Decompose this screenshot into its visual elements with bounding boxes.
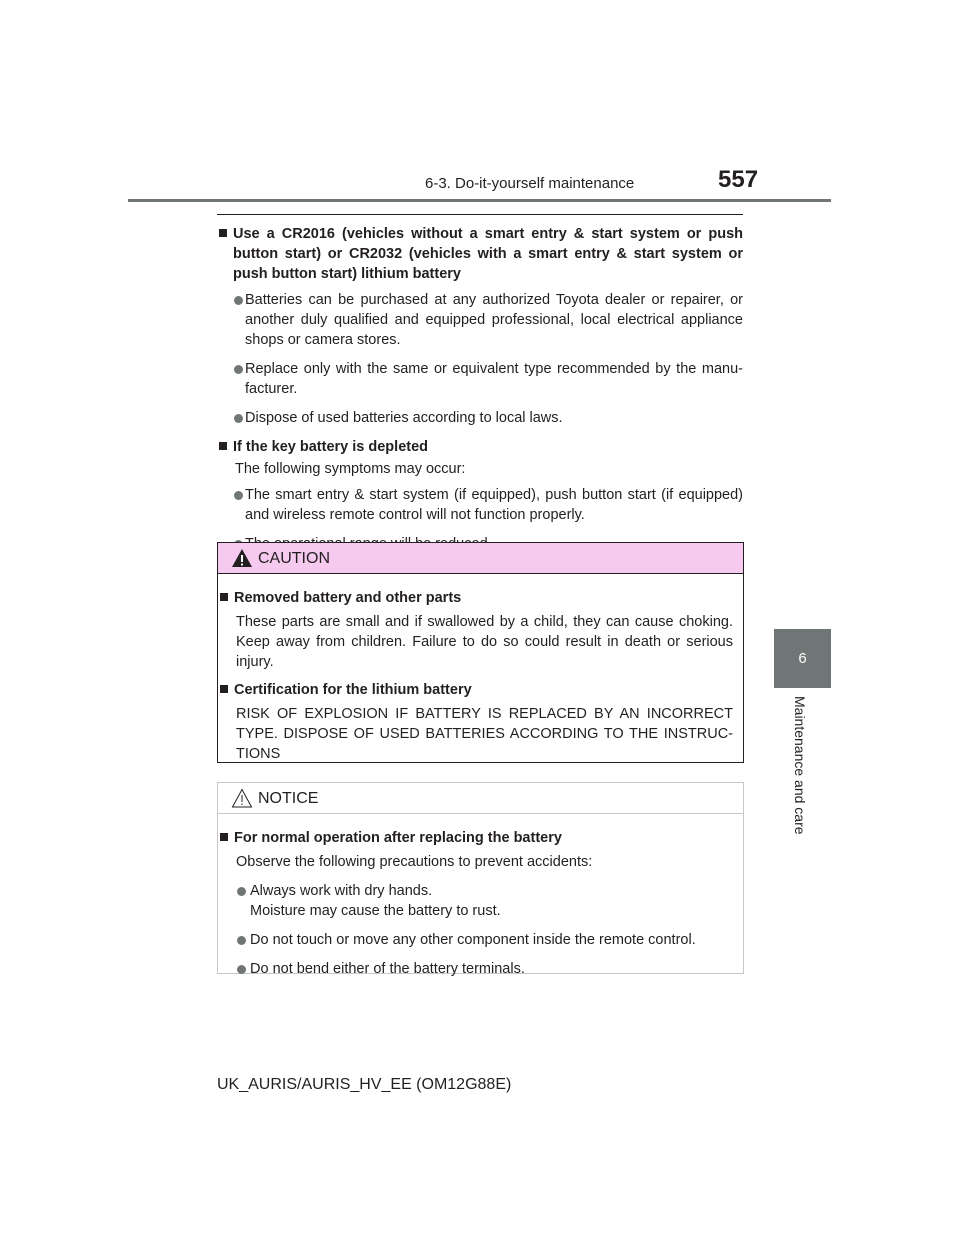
- notice-box: [217, 782, 744, 977]
- notice-intro: Observe the following precautions to prevent accidents:: [236, 854, 593, 870]
- notice-list-item: [218, 881, 733, 921]
- caution-text: RISK OF EXPLOSION IF BATTERY IS REPLACED BY AN INCORRECT TYPE. DISPOSE OF USED BATTERIES ACCORDING TO THE INSTRUC-TIONS: [236, 706, 733, 762]
- round-bullet-icon: [237, 936, 246, 945]
- notice-list-item-text: Always work with dry hands.: [250, 883, 433, 899]
- chapter-tab-label-text: Maintenance and care: [792, 696, 808, 835]
- page-number: 557: [718, 166, 759, 193]
- notice-list-item-text: Do not touch or move any other component inside the remote control.: [250, 932, 696, 948]
- list-item-text: Replace only with the same or equivalent type recommended by the manu-facturer.: [245, 361, 743, 397]
- round-bullet-icon: [234, 491, 243, 500]
- chapter-tab-number: 6: [774, 629, 831, 688]
- notice-header: [218, 783, 743, 814]
- list-item: [217, 290, 743, 350]
- warning-triangle-outline-icon: [231, 788, 253, 808]
- list-item-text: Batteries can be purchased at any authorized Toyota dealer or repairer, or another duly qualified and equipped professional, local electrical appliance shops or camera stores.: [245, 292, 743, 348]
- square-bullet-icon: [220, 685, 228, 693]
- list-item-text: The smart entry & start system (if equipped), push button start (if equipped) and wireless remote control will not function properly.: [245, 487, 743, 523]
- notice-list-item: [218, 930, 733, 950]
- caution-box: [217, 542, 744, 763]
- section-heading: [217, 224, 743, 284]
- list-item: [217, 485, 743, 525]
- section-heading: [217, 437, 743, 457]
- round-bullet-icon: [234, 414, 243, 423]
- round-bullet-icon: [237, 887, 246, 896]
- caution-text: These parts are small and if swallowed by a child, they can cause choking. Keep away from children. Failure to do so could result in death or serious injury.: [236, 614, 733, 670]
- round-bullet-icon: [234, 365, 243, 374]
- notice-list-item-subtext: Moisture may cause the battery to rust.: [250, 903, 501, 919]
- square-bullet-icon: [219, 229, 227, 237]
- square-bullet-icon: [220, 593, 228, 601]
- footer-model-code: UK_AURIS/AURIS_HV_EE (OM12G88E): [217, 1076, 512, 1093]
- notice-list-item-text: Do not bend either of the battery terminals.: [250, 961, 525, 977]
- notice-title: NOTICE: [258, 790, 319, 807]
- caution-heading: [218, 588, 733, 608]
- square-bullet-icon: [220, 833, 228, 841]
- list-item: [217, 408, 743, 428]
- notice-list-item: [218, 959, 733, 979]
- page-header-section: 6-3. Do-it-yourself maintenance: [425, 175, 635, 192]
- section-intro: The following symptoms may occur:: [235, 461, 466, 477]
- list-item-text: Dispose of used batteries according to local laws.: [245, 410, 563, 426]
- header-rule: [128, 199, 831, 202]
- list-item: [217, 359, 743, 399]
- round-bullet-icon: [234, 296, 243, 305]
- section-heading-text: Use a CR2016 (vehicles without a smart entry & start system or push button start) or CR2032 (vehicles with a smart entry & start system or push button start) lithium battery: [233, 226, 743, 282]
- warning-triangle-icon: [231, 548, 253, 568]
- caution-body: [218, 574, 743, 764]
- notice-body: [218, 814, 743, 979]
- caution-header: [218, 543, 743, 574]
- section-heading-text: If the key battery is depleted: [233, 439, 429, 455]
- chapter-tab-label: [774, 688, 831, 868]
- caution-heading-text: Certification for the lithium battery: [234, 682, 472, 698]
- caution-heading-text: Removed battery and other parts: [234, 590, 462, 606]
- caution-heading: [218, 680, 733, 700]
- caution-title: CAUTION: [258, 550, 330, 567]
- notice-heading-text: For normal operation after replacing the battery: [234, 830, 562, 846]
- main-content: [217, 224, 743, 554]
- notice-heading: [218, 828, 733, 848]
- section-rule: [217, 214, 743, 215]
- square-bullet-icon: [219, 442, 227, 450]
- round-bullet-icon: [237, 965, 246, 974]
